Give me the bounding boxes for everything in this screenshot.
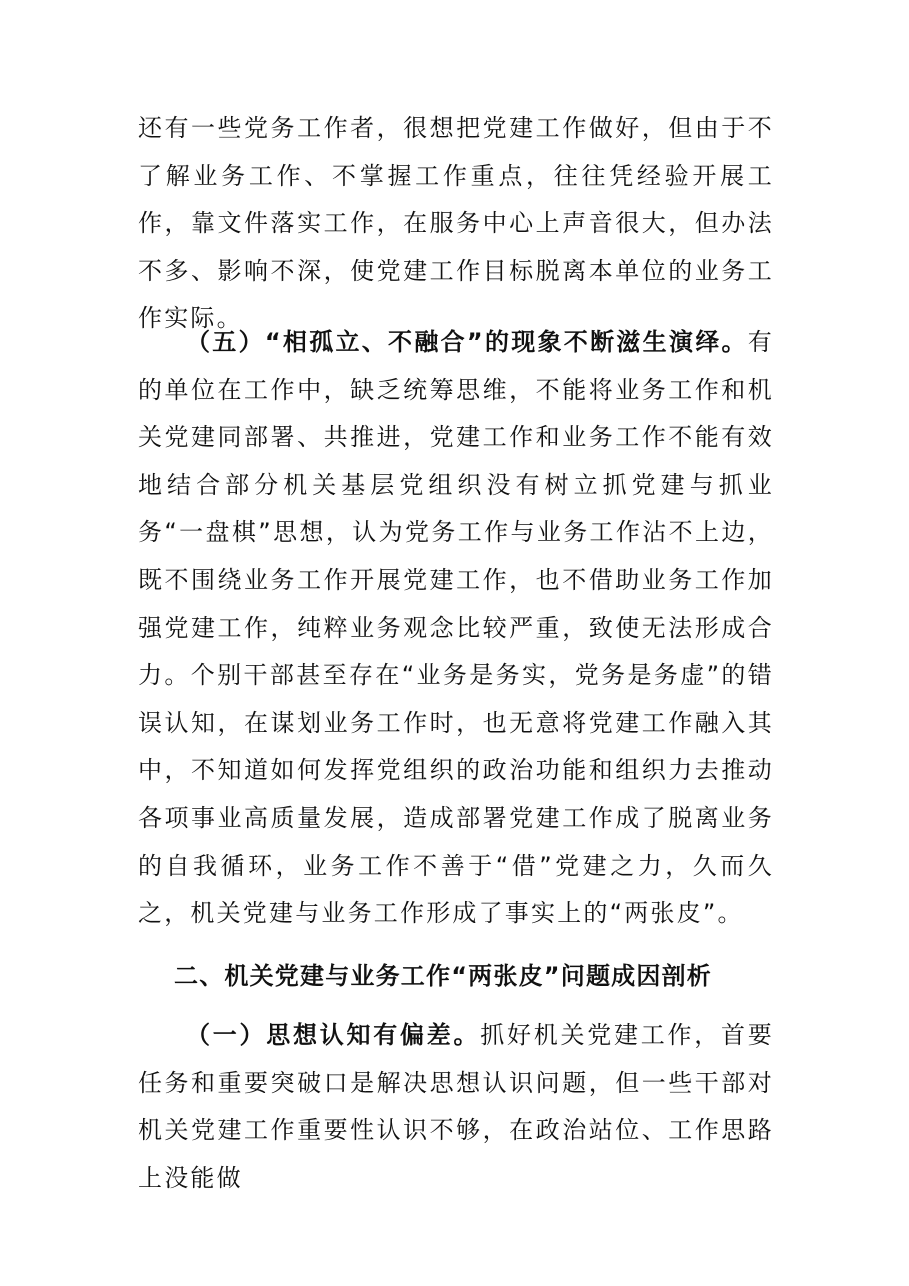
paragraph-text: 抓好机关党建工作，首要任务和重要突破口是解决思想认识问题，但一些干部对机关党建工作重要性认识不够，在政治站位、工作思路上没能做 [138,1021,775,1192]
paragraph-text: 还有一些党务工作者，很想把党建工作做好，但由于不了解业务工作、不掌握工作重点，往往凭经验开展工作，靠文件落实工作，在服务中心上声音很大，但办法不多、影响不深，使党建工作目标脱离本单位的业务工作实际。 [138,114,774,333]
paragraph-text: 有的单位在工作中，缺乏统筹思维，不能将业务工作和机关党建同部署、共推进，党建工作和业务工作不能有效地结合部分机关基层党组织没有树立抓党建与抓业务“一盘棋”思想，认为党务工作与业务工作沾不上边，既不围绕业务工作开展党建工作，也不借助业务工作加强党建工作，纯粹业务观念比较严重，致使无法形成合力。个别干部甚至存在“业务是务实，党务是务虚”的错误认知，在谋划业务工作时，也无意将党建工作融入其中，不知道如何发挥党组织的政治功能和组织力去推动各项事业高质量发展，造成部署党建工作成了脱离业务的自我循环，业务工作不善于“借”党建之力，久而久之，机关党建与业务工作形成了事实上的“两张皮”。 [138,328,774,928]
paragraph-lead: （一）思想认知有偏差。 [186,1021,481,1049]
body-paragraph-continuation [138,105,774,343]
body-paragraph-five [138,319,774,938]
section-heading: 二、机关党建与业务工作“两张皮”问题成因剖析 [174,962,712,990]
paragraph-lead: （五）“相孤立、不融合”的现象不断滋生演绎。 [186,328,748,356]
body-paragraph-one [138,1012,774,1202]
